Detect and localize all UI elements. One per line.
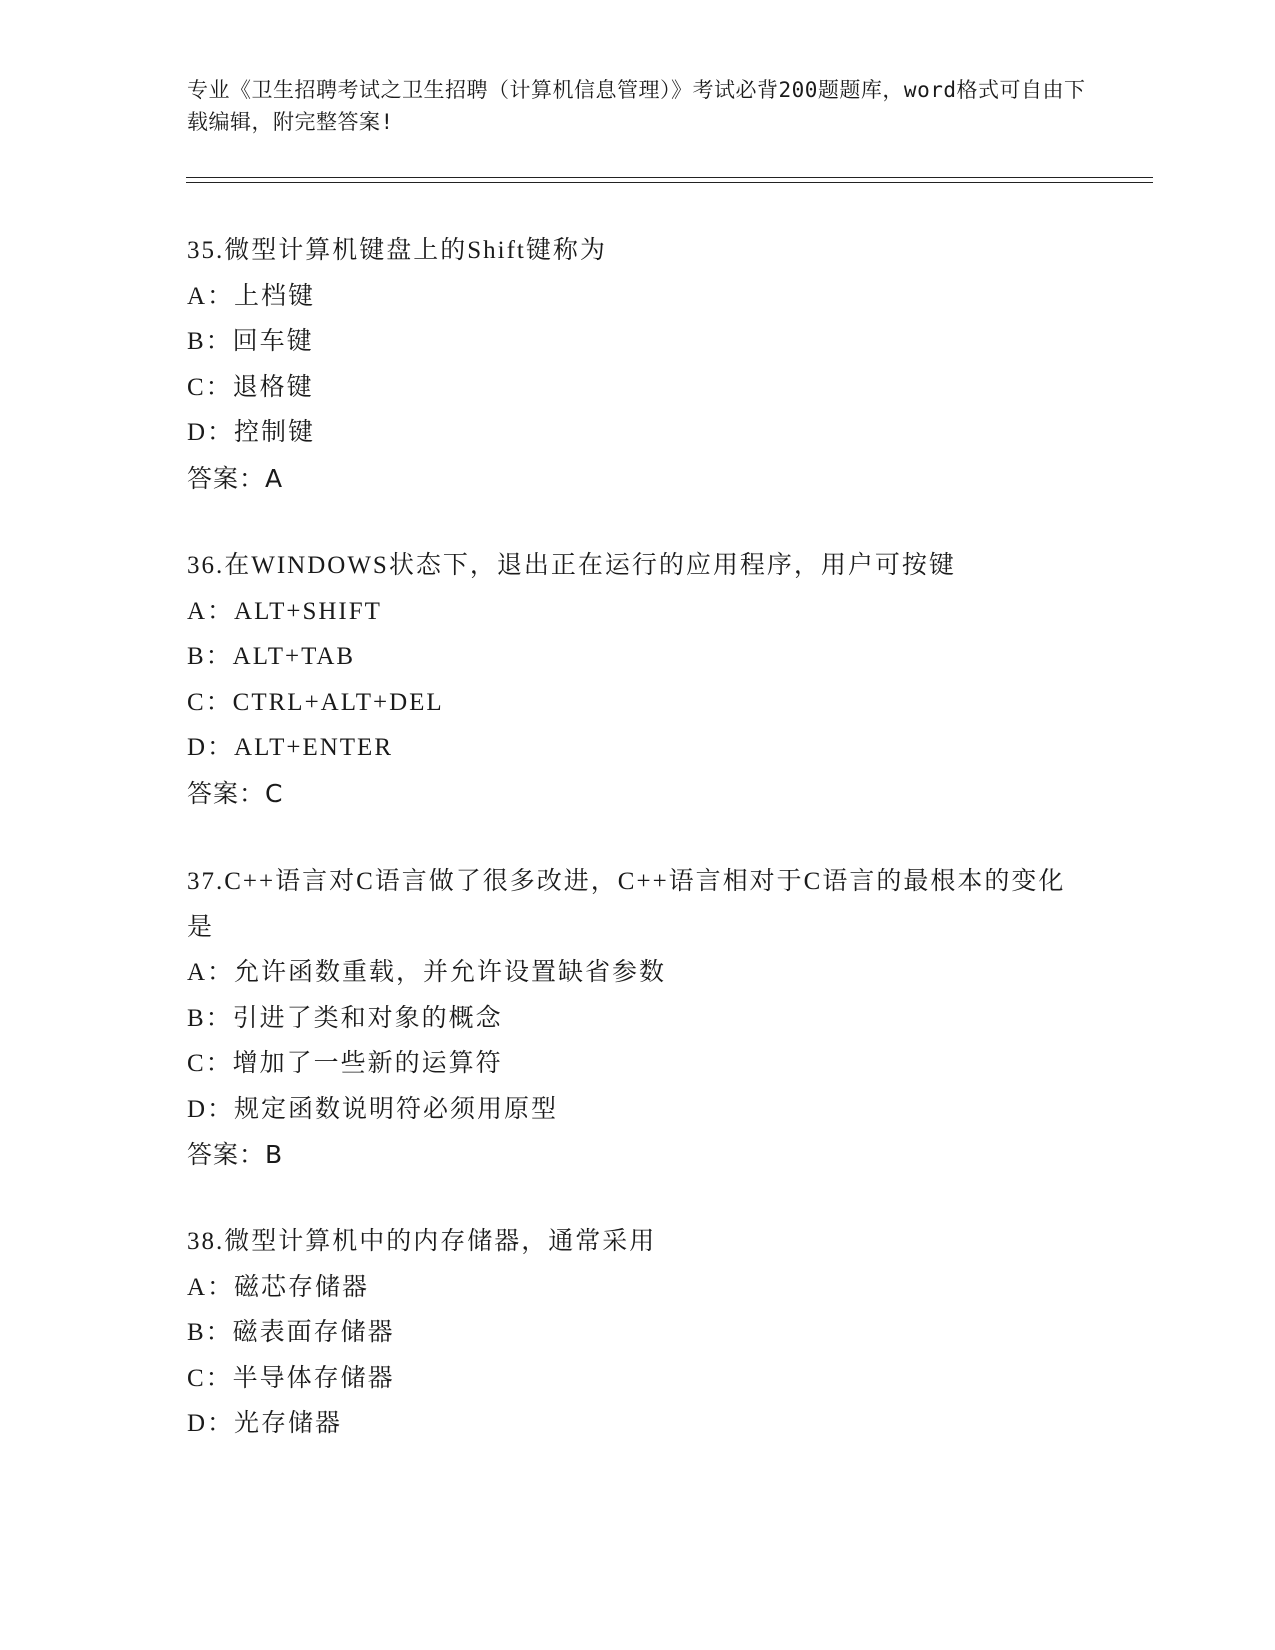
question-stem: 37.C++语言对C语言做了很多改进，C++语言相对于C语言的最根本的变化是 [187, 868, 1066, 941]
option-c: C：增加了一些新的运算符 [187, 1050, 503, 1077]
question-stem: 38.微型计算机中的内存储器，通常采用 [187, 1228, 657, 1255]
question-38 [187, 1219, 1087, 1447]
option-a: A：上档键 [187, 282, 316, 310]
option-b: B：磁表面存储器 [187, 1319, 395, 1346]
answer-label: 答案：A [187, 463, 284, 493]
option-a: A：允许函数重载，并允许设置缺省参数 [187, 959, 667, 986]
question-stem: 36.在WINDOWS状态下，退出正在运行的应用程序，用户可按键 [187, 552, 956, 579]
option-d: D：控制键 [187, 419, 316, 446]
header-rule-bottom [186, 182, 1153, 183]
question-stem: 35.微型计算机键盘上的Shift键称为 [187, 237, 607, 264]
option-d: D：ALT+ENTER [187, 734, 393, 761]
option-b: B：引进了类和对象的概念 [187, 1004, 503, 1032]
answer-label: 答案：B [187, 1140, 284, 1169]
question-36 [187, 543, 1087, 816]
option-b: B：ALT+TAB [187, 643, 356, 670]
option-a: A：磁芯存储器 [187, 1273, 370, 1301]
document-header: 专业《卫生招聘考试之卫生招聘（计算机信息管理）》考试必背200题题库，word格式可自由下载编辑，附完整答案! [187, 78, 1086, 134]
option-d: D：光存储器 [187, 1410, 343, 1437]
option-a: A：ALT+SHIFT [187, 597, 382, 625]
option-d: D：规定函数说明符必须用原型 [187, 1095, 559, 1123]
question-35 [187, 228, 1087, 501]
option-c: C：退格键 [187, 373, 314, 401]
option-b: B：回车键 [187, 328, 314, 355]
answer-label: 答案：C [187, 778, 284, 808]
question-37 [187, 859, 1087, 1178]
header-rule-top [186, 177, 1153, 178]
option-c: C：CTRL+ALT+DEL [187, 688, 444, 716]
option-c: C：半导体存储器 [187, 1364, 395, 1392]
